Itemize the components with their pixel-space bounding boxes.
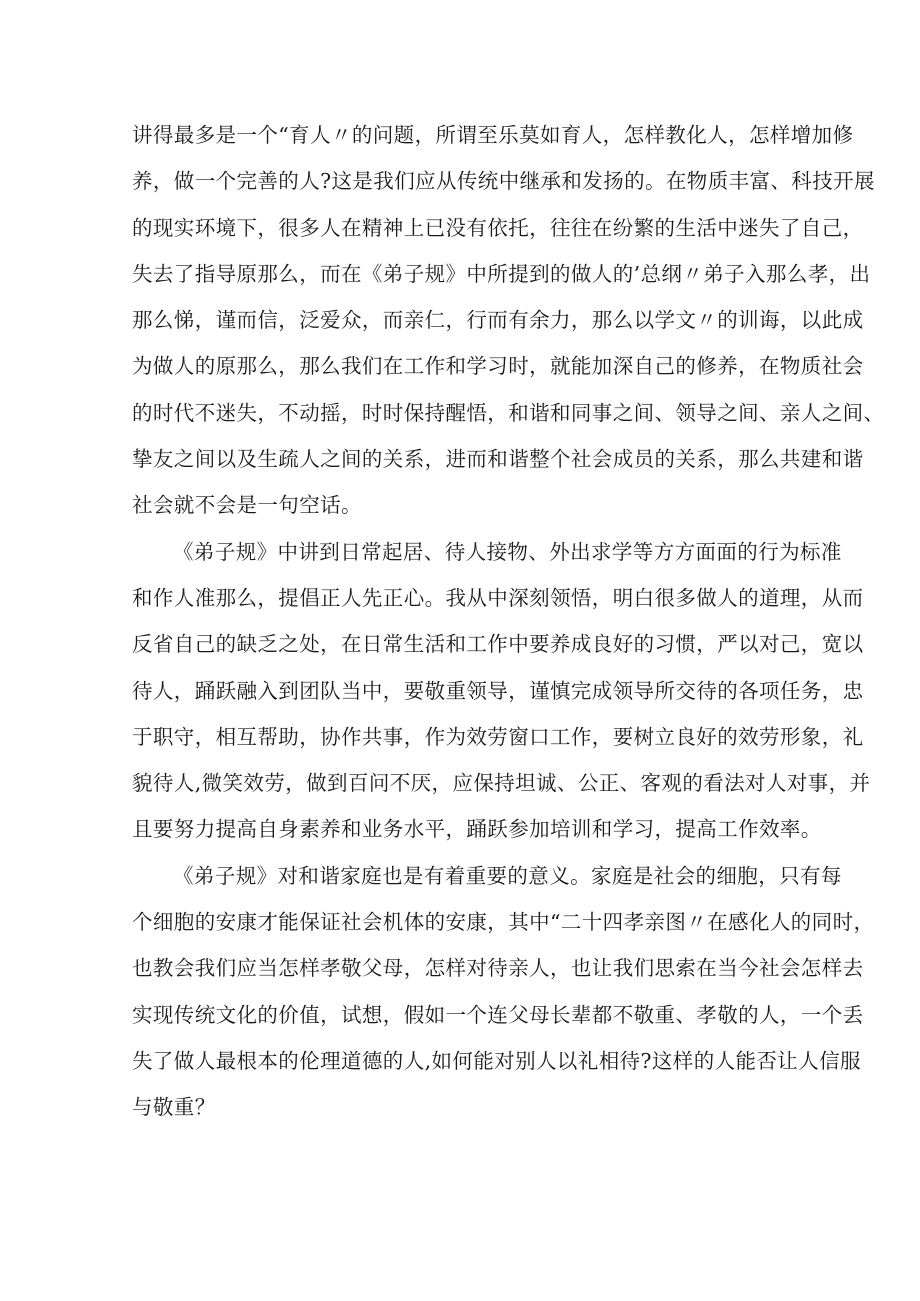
text-line: 养，做一个完善的人?这是我们应从传统中继承和发扬的。在物质丰富、科技开展: [132, 169, 875, 194]
document-page: [132, 112, 885, 1131]
text-line: 讲得最多是一个“育人〃的问题，所谓至乐莫如育人，怎样教化人，怎样增加修: [132, 123, 854, 147]
text-line: 个细胞的安康才能保证社会机体的安康，其中“二十四孝亲图〃在感化人的同时，: [132, 910, 875, 935]
text-line: 的时代不迷失，不动摇，时时保持醒悟，和谐和同事之间、领导之间、亲人之间、: [132, 400, 885, 425]
text-line: 貌待人,微笑效劳，做到百问不厌，应保持坦诚、公正、客观的看法对人对事，并: [132, 771, 871, 796]
paragraph-1: [132, 112, 885, 529]
text-line: 与敬重？: [132, 1095, 216, 1120]
text-line: 也教会我们应当怎样孝敬父母，怎样对待亲人，也让我们思索在当今社会怎样去: [132, 956, 864, 981]
paragraph-2: [132, 529, 871, 853]
text-line: 为做人的原那么，那么我们在工作和学习时，就能加深自己的修养，在物质社会: [132, 354, 864, 379]
text-line: 《弟子规》对和谐家庭也是有着重要的意义。家庭是社会的细胞，只有每: [173, 863, 842, 888]
text-line: 待人，踊跃融入到团队当中，要敬重领导，谨慎完成领导所交待的各项任务，忠: [132, 678, 864, 703]
text-line: 社会就不会是一句空话。: [132, 493, 362, 518]
text-line: 且要努力提高自身素养和业务水平，踊跃参加培训和学习，提高工作效率。: [132, 817, 822, 842]
text-line: 失去了指导原那么，而在《弟子规》中所提到的做人的’总纲〃弟子入那么孝，出: [132, 261, 871, 286]
text-line: 反省自己的缺乏之处，在日常生活和工作中要养成良好的习惯，严以对己，宽以: [132, 632, 864, 657]
text-line: 和作人准那么，提倡正人先正心。我从中深刻领悟，明白很多做人的道理，从而: [132, 585, 864, 610]
text-line: 的现实环境下，很多人在精神上已没有依托，往往在纷繁的生活中迷失了自己，: [132, 215, 864, 240]
text-line: 实现传统文化的价值，试想，假如一个连父母长辈都不敬重、孝敬的人，一个丢: [132, 1002, 864, 1027]
paragraph-3: [132, 853, 875, 1131]
text-line: 失了做人最根本的伦理道德的人,如何能对别人以礼相待?这样的人能否让人信服: [132, 1048, 861, 1073]
text-line: 挚友之间以及生疏人之间的关系，进而和谐整个社会成员的关系，那么共建和谐: [132, 447, 864, 472]
text-line: 那么悌，谨而信，泛爱众，而亲仁，行而有余力，那么以学文〃的训诲，以此成: [132, 308, 864, 333]
text-line: 《弟子规》中讲到日常起居、待人接物、外出求学等方方面面的行为标准: [173, 539, 842, 564]
text-line: 于职守，相互帮助，协作共事，作为效劳窗口工作，要树立良好的效劳形象，礼: [132, 724, 864, 749]
